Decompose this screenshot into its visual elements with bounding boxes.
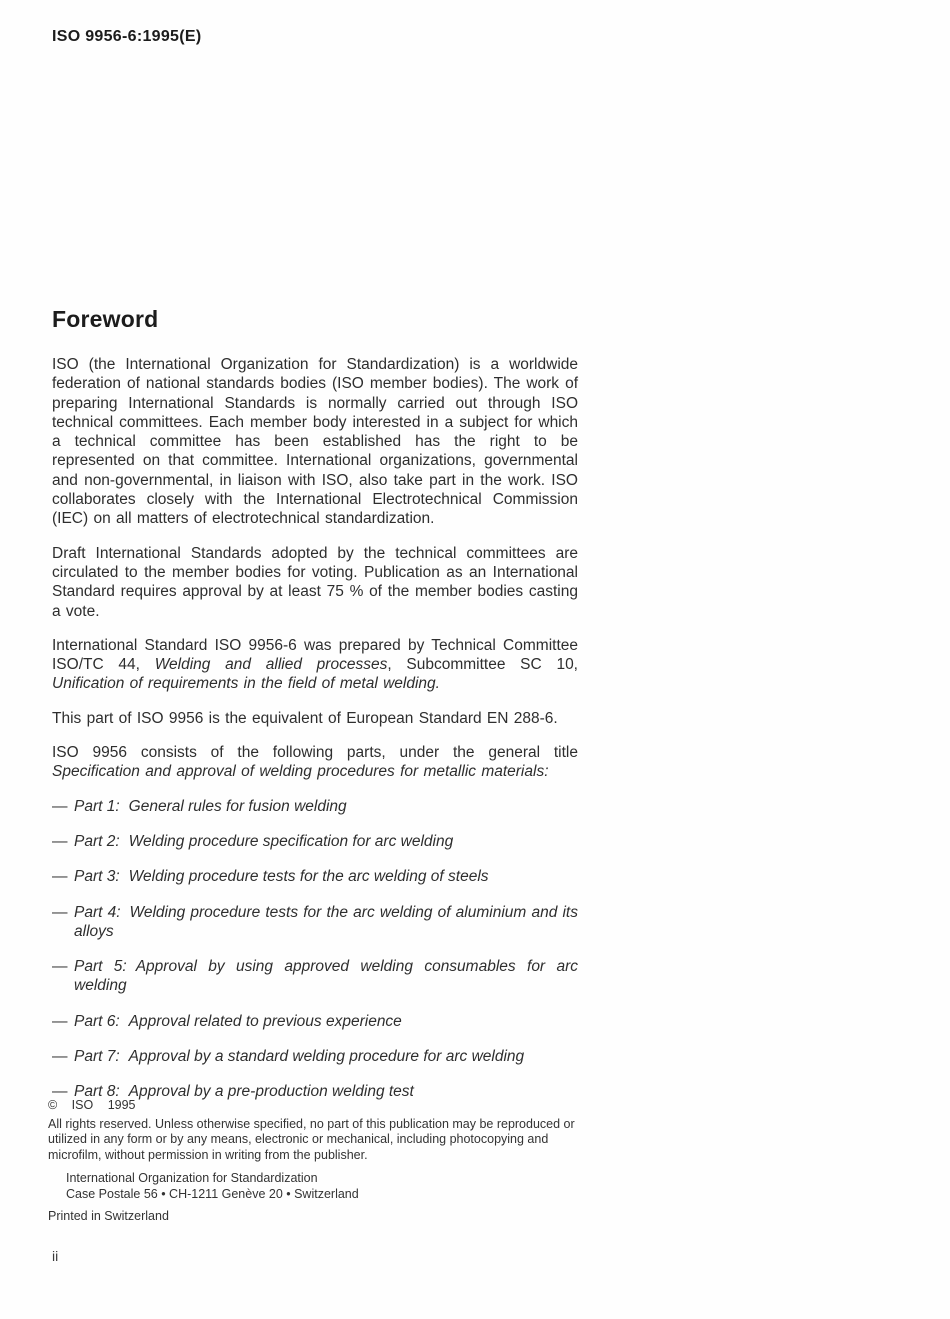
list-dash: — — [52, 1083, 68, 1101]
copyright-notice: © ISO 1995 — [48, 1098, 136, 1112]
paragraph-parts-intro: ISO 9956 consists of the following parts, under the general title Specification and approval of welding procedures for metallic materials: — [52, 744, 578, 781]
copyright-footer — [48, 1098, 588, 1225]
foreword-title: Foreword — [52, 306, 159, 332]
paragraph-iso-federation: ISO (the International Organization for Standardization) is a worldwide federation of national standards bodies (ISO member bodies). The work of preparing International Standards is normally carried out through ISO technical committees. Each member body interested in a subject for which a technical committee has been established has the right to be represented on that committee. International organizations, governmental and non-governmental, in liaison with ISO, also take part in the work. ISO collaborates closely with the International Electrotechnical Commission (IEC) on all matters of electrotechnical standardization. — [52, 356, 578, 528]
part-text: Approval related to previous experience — [128, 1012, 402, 1030]
part-text: Welding procedure tests for the arc welding of aluminium and its alloys — [74, 903, 578, 940]
printed-in: Printed in Switzerland — [48, 1209, 169, 1223]
parts-list — [52, 797, 578, 1102]
publisher-address — [48, 1171, 588, 1202]
list-item-part-3 — [52, 867, 578, 886]
part-text: Approval by using approved welding consumables for arc welding — [74, 958, 578, 995]
publisher-name: International Organization for Standardization — [66, 1171, 318, 1185]
list-dash: — — [52, 1012, 68, 1030]
list-dash: — — [52, 903, 68, 921]
part-text: Approval by a standard welding procedure for arc welding — [128, 1048, 525, 1066]
part-text: General rules for fusion welding — [128, 797, 347, 815]
rights-statement: All rights reserved. Unless otherwise specified, no part of this publication may be reproduced or utilized in any form or by any means, electronic or mechanical, including photocopying and microfilm, without permission in writing from the publisher. — [48, 1116, 575, 1162]
page-number: ii — [52, 1248, 59, 1264]
part-label: Part 7: — [74, 1048, 120, 1066]
list-dash: — — [52, 1048, 68, 1066]
part-text: Welding procedure specification for arc welding — [128, 832, 454, 850]
list-item-part-5 — [52, 957, 578, 996]
foreword-section — [52, 306, 578, 1118]
list-item-part-6 — [52, 1012, 578, 1031]
part-label: Part 2: — [74, 832, 120, 850]
list-dash: — — [52, 958, 68, 976]
document-reference: ISO 9956-6:1995(E) — [52, 28, 202, 45]
paragraph-prepared-by: International Standard ISO 9956-6 was prepared by Technical Committee ISO/TC 44, Welding and allied processes, Subcommittee SC 10, Unification of requirements in the field of metal welding. — [52, 636, 578, 693]
part-label: Part 4: — [74, 903, 121, 921]
part-label: Part 6: — [74, 1012, 120, 1030]
part-label: Part 3: — [74, 868, 120, 886]
list-dash: — — [52, 868, 68, 886]
list-item-part-1 — [52, 797, 578, 816]
part-label: Part 8: — [74, 1083, 120, 1101]
part-label: Part 1: — [74, 797, 120, 815]
part-text: Welding procedure tests for the arc welding of steels — [128, 868, 489, 886]
part-text: Approval by a pre-production welding test — [128, 1083, 414, 1101]
list-item-part-7 — [52, 1047, 578, 1066]
list-item-part-2 — [52, 832, 578, 851]
list-item-part-4 — [52, 903, 578, 942]
part-label: Part 5: — [74, 958, 127, 976]
publisher-location: Case Postale 56 • CH-1211 Genève 20 • Switzerland — [66, 1186, 359, 1201]
list-dash: — — [52, 797, 68, 815]
paragraph-equivalent-en: This part of ISO 9956 is the equivalent of European Standard EN 288-6. — [52, 709, 558, 727]
list-dash: — — [52, 832, 68, 850]
paragraph-draft-standards: Draft International Standards adopted by the technical committees are circulated to the member bodies for voting. Publication as an International Standard requires approval by at least 75 % of the member bodies casting a vote. — [52, 544, 578, 620]
